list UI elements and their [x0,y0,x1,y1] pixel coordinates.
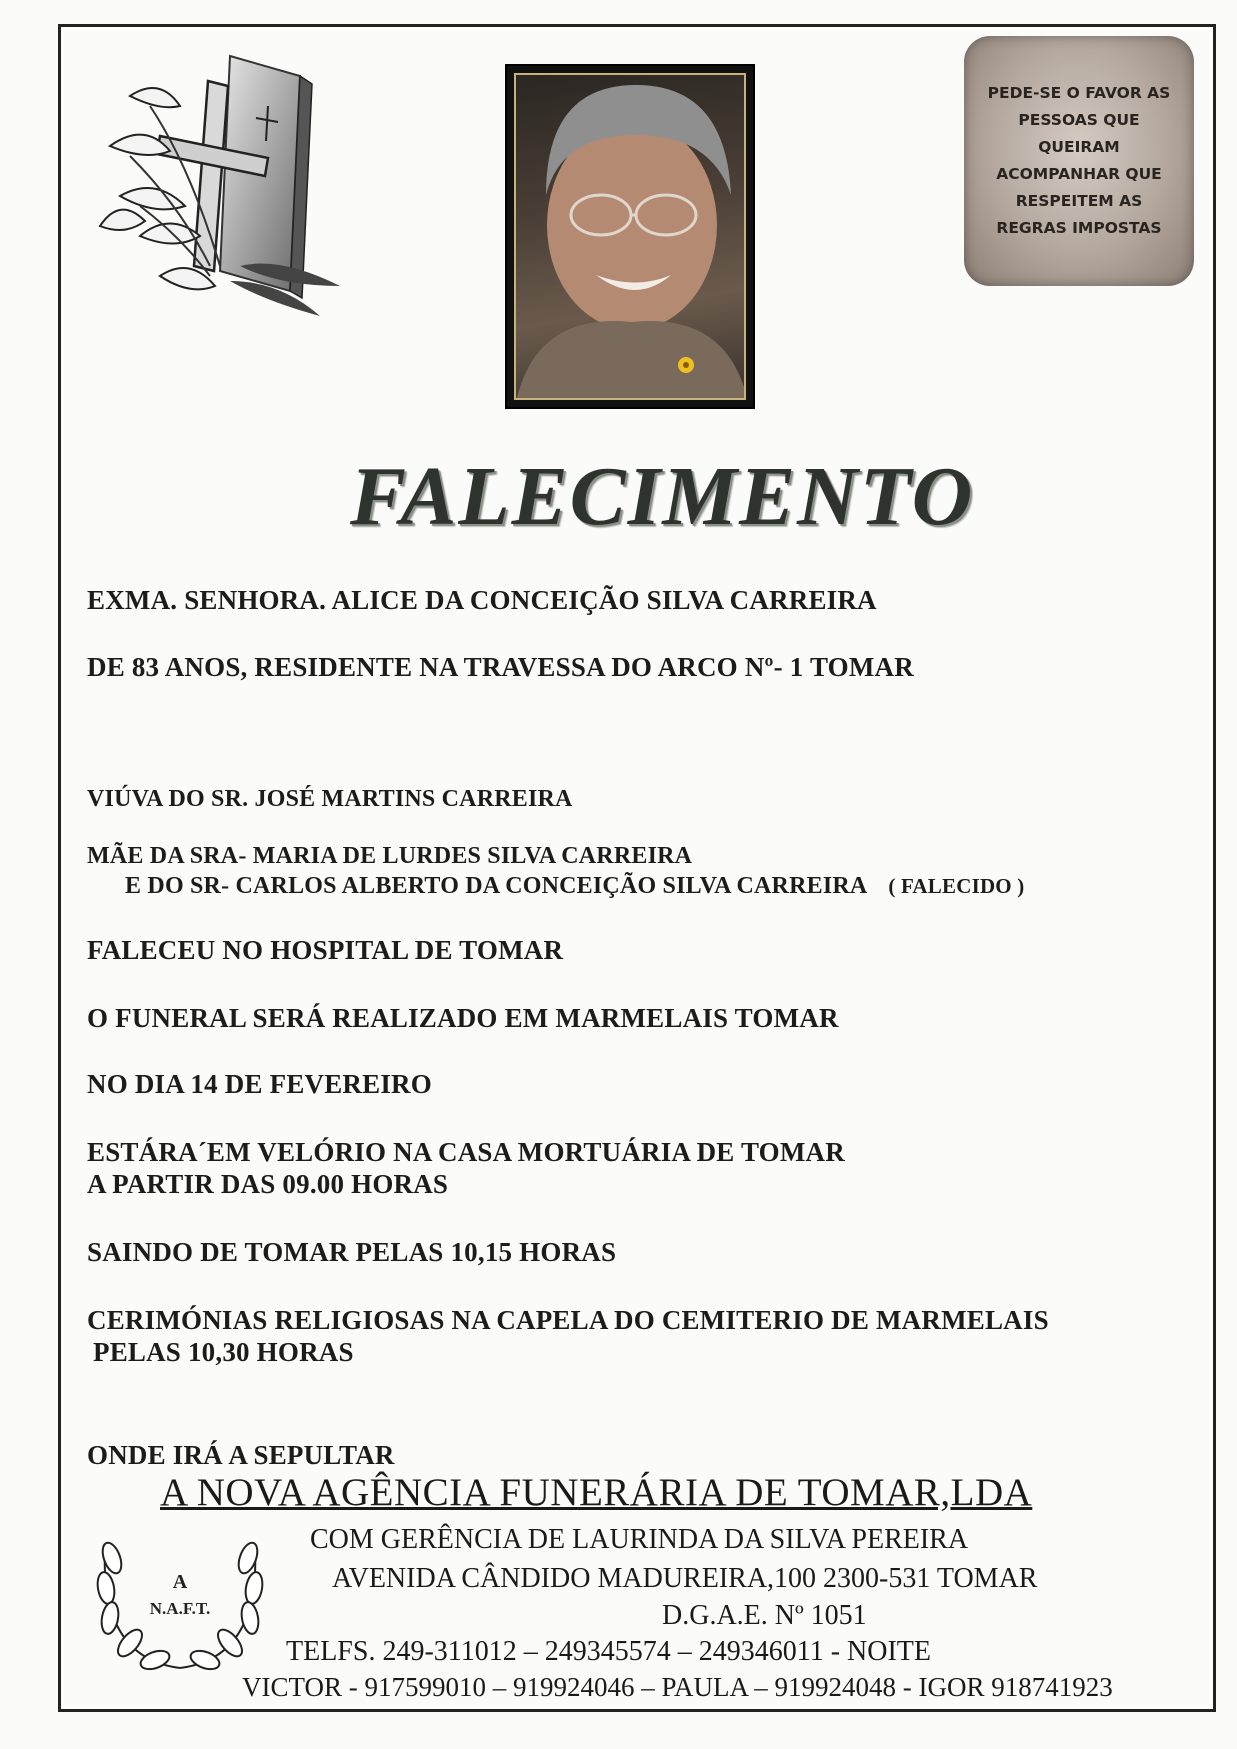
funeral-date-line: NO DIA 14 DE FEVEREIRO [87,1069,432,1099]
departure-line: SAINDO DE TOMAR PELAS 10,15 HORAS [87,1237,617,1267]
page-title: FALECIMENTO [350,450,975,543]
agency-dgae: D.G.A.E. Nº 1051 [662,1600,867,1631]
widow-line: VIÚVA DO SR. JOSÉ MARTINS CARREIRA [87,786,573,812]
cross-lily-emblem-icon [90,36,360,326]
wake-line: ESTÁRA´EM VELÓRIO NA CASA MORTUÁRIA DE TOMAR [87,1137,845,1167]
portrait-photo [505,64,755,409]
mother-line: MÃE DA SRA- MARIA DE LURDES SILVA CARREIRA [87,843,693,869]
funeral-place-line: O FUNERAL SERÁ REALIZADO EM MARMELAIS TOMAR [87,1003,839,1033]
burial-line: ONDE IRÁ A SEPULTAR [87,1440,395,1470]
notice-plaque [964,36,1194,286]
night-contacts: VICTOR - 917599010 – 919924046 – PAULA – 919924048 - IGOR 918741923 [242,1672,1113,1702]
ceremony-line: CERIMÓNIAS RELIGIOSAS NA CAPELA DO CEMITERIO DE MARMELAIS [87,1305,1049,1335]
laurel-wreath-icon [90,1518,270,1678]
logo-letter: A [172,1571,188,1593]
agency-phones: TELFS. 249-311012 – 249345574 – 249346011 - NOITE [286,1636,931,1667]
logo-text: N.A.F.T. [149,1599,211,1618]
portrait-image [516,75,746,400]
agency-address: AVENIDA CÂNDIDO MADUREIRA,100 2300-531 TOMAR [332,1563,1038,1594]
agency-manager: COM GERÊNCIA DE LAURINDA DA SILVA PEREIRA [310,1524,969,1555]
ceremony-time-line: PELAS 10,30 HORAS [93,1337,354,1367]
son-line [125,873,1025,900]
wake-time-line: A PARTIR DAS 09.00 HORAS [87,1169,449,1199]
plaque-text: PEDE-SE O FAVOR AS PESSOAS QUE QUEIRAM ACOMPANHAR QUE RESPEITEM AS REGRAS IMPOSTAS [987,84,1171,237]
age-residence-line: DE 83 ANOS, RESIDENTE NA TRAVESSA DO ARCO Nº- 1 TOMAR [87,652,914,682]
deceased-name-line: EXMA. SENHORA. ALICE DA CONCEIÇÃO SILVA CARREIRA [87,585,877,615]
deceased-note: ( FALECIDO ) [888,874,1025,898]
death-place-line: FALECEU NO HOSPITAL DE TOMAR [87,935,564,965]
son-name: E DO SR- CARLOS ALBERTO DA CONCEIÇÃO SILVA CARREIRA [125,873,867,899]
agency-name: A NOVA AGÊNCIA FUNERÁRIA DE TOMAR,LDA [160,1471,1033,1514]
